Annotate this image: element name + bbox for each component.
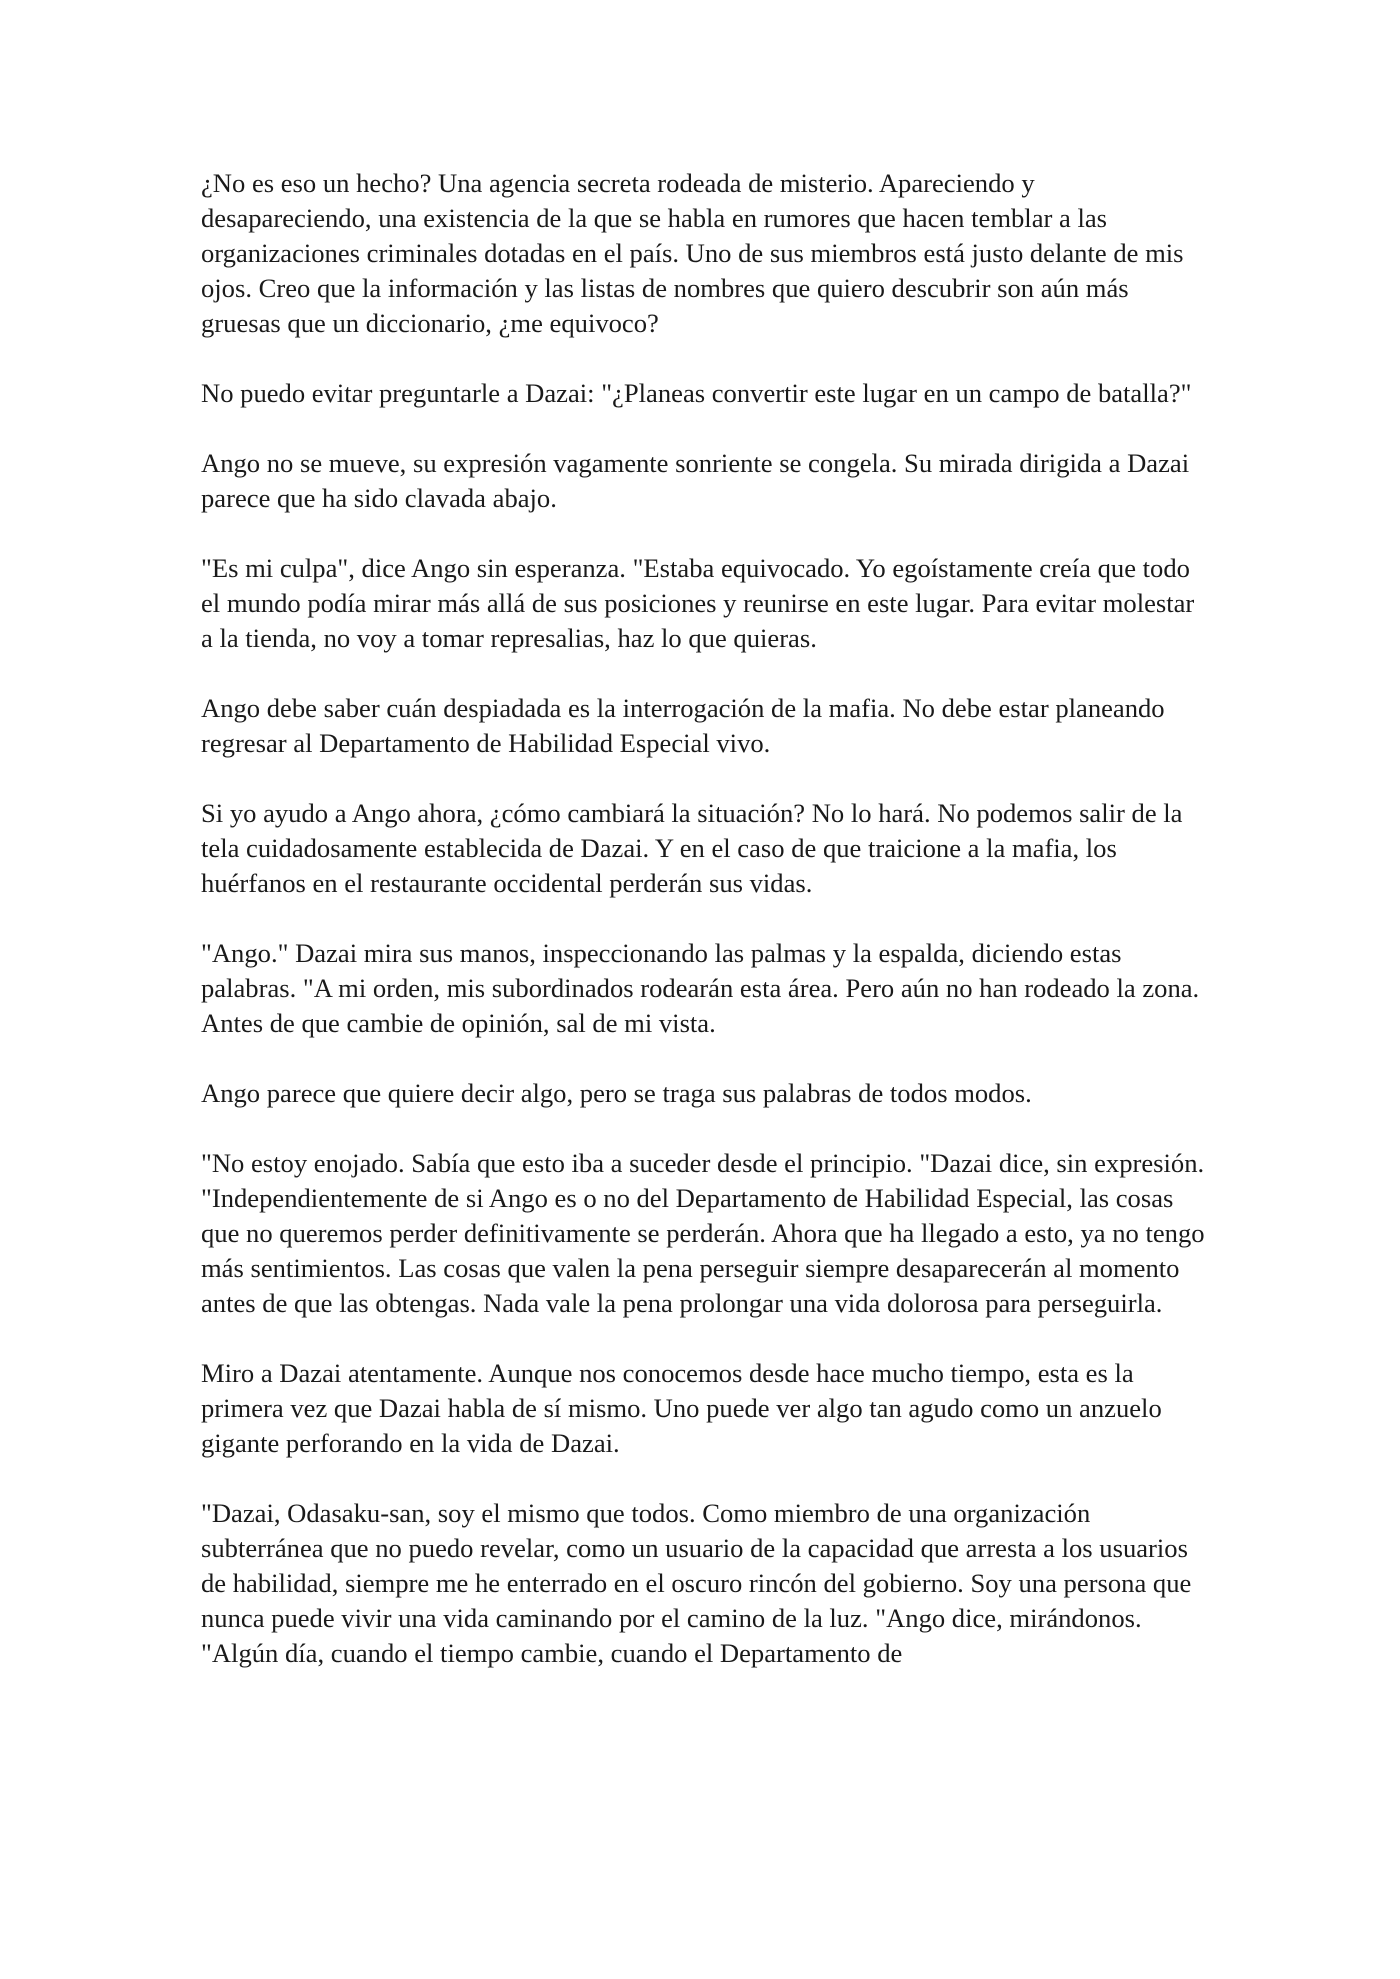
paragraph-3: Ango no se mueve, su expresión vagamente sonriente se congela. Su mirada dirigida a Dazai parece que ha sido clavada abajo. — [201, 448, 1190, 513]
paragraph-8: Ango parece que quiere decir algo, pero se traga sus palabras de todos modos. — [201, 1078, 1032, 1108]
document-body — [201, 166, 1211, 1706]
paragraph-9: "No estoy enojado. Sabía que esto iba a suceder desde el principio. "Dazai dice, sin expresión. — [201, 1148, 1205, 1178]
paragraph-1: ¿No es eso un hecho? Una agencia secreta rodeada de misterio. Apareciendo y desapareciendo, una existencia de la que se habla en rumores que hacen temblar a las organizaciones criminales dotadas en el país. Uno de sus miembros está justo delante de mis ojos. Creo que la información y las listas de nombres que quiero descubrir son aún más gruesas que un diccionario, ¿me equivoco? — [201, 168, 1184, 338]
paragraph-6: Si yo ayudo a Ango ahora, ¿cómo cambiará la situación? No lo hará. No podemos salir de la tela cuidadosamente establecida de Dazai. Y en el caso de que traicione a la mafia, los huérfanos en el restaurante occidental perderán sus vidas. — [201, 798, 1183, 898]
paragraph-11: Miro a Dazai atentamente. Aunque nos conocemos desde hace mucho tiempo, esta es la primera vez que Dazai habla de sí mismo. Uno puede ver algo tan agudo como un anzuelo gigante perforando en la vida de Dazai. — [201, 1358, 1162, 1458]
paragraph-7: "Ango." Dazai mira sus manos, inspeccionando las palmas y la espalda, diciendo estas palabras. "A mi orden, mis subordinados rodearán esta área. Pero aún no han rodeado la zona. Antes de que cambie de opinión, sal de mi vista. — [201, 938, 1200, 1038]
paragraph-4: "Es mi culpa", dice Ango sin esperanza. "Estaba equivocado. Yo egoístamente creía que todo el mundo podía mirar más allá de sus posiciones y reunirse en este lugar. Para evitar molestar a la tienda, no voy a tomar represalias, haz lo que quieras. — [201, 553, 1195, 653]
paragraph-12: "Dazai, Odasaku-san, soy el mismo que todos. Como miembro de una organización subterránea que no puedo revelar, como un usuario de la capacidad que arresta a los usuarios de habilidad, siempre me he enterrado en el oscuro rincón del gobierno. Soy una persona que nunca puede vivir una vida caminando por el camino de la luz. "Ango dice, mirándonos. "Algún día, cuando el tiempo cambie, cuando el Departamento de — [201, 1498, 1192, 1668]
paragraph-2: No puedo evitar preguntarle a Dazai: "¿Planeas convertir este lugar en un campo de batalla?" — [201, 378, 1192, 408]
paragraph-10: "Independientemente de si Ango es o no del Departamento de Habilidad Especial, las cosas que no queremos perder definitivamente se perderán. Ahora que ha llegado a esto, ya no tengo más sentimientos. Las cosas que valen la pena perseguir siempre desaparecerán al momento antes de que las obtengas. Nada vale la pena prolongar una vida dolorosa para perseguirla. — [201, 1183, 1205, 1318]
paragraph-5: Ango debe saber cuán despiadada es la interrogación de la mafia. No debe estar planeando regresar al Departamento de Habilidad Especial vivo. — [201, 693, 1165, 758]
